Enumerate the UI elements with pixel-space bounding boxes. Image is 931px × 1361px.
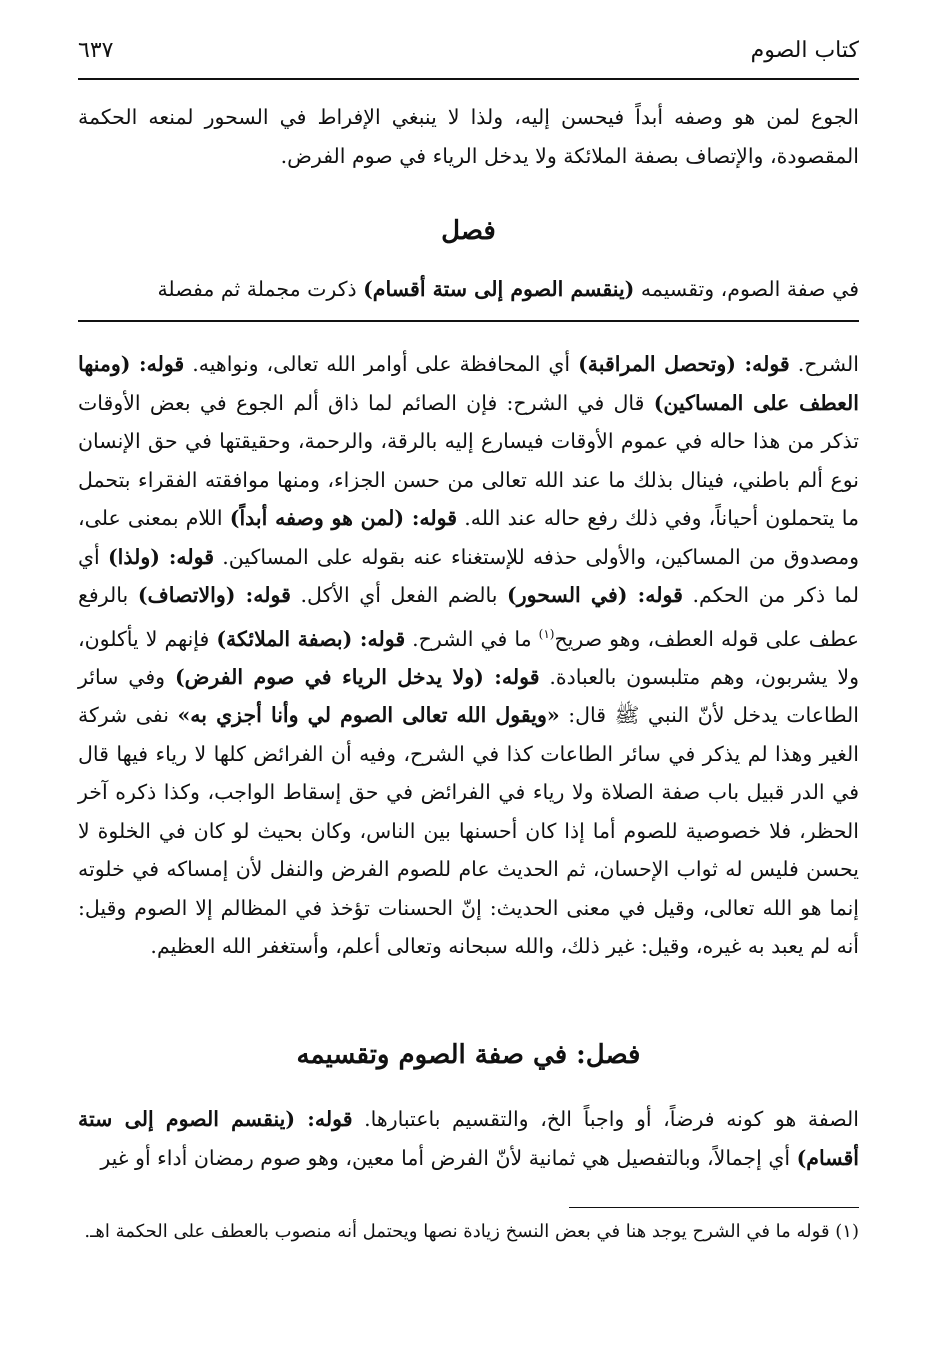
subtitle-text-end: ذكرت مجملة ثم مفصلة <box>157 277 364 301</box>
section-subtitle <box>78 270 859 309</box>
bold-run: قوله: (في السحور) <box>507 583 683 607</box>
text-run: نفى شركة الغير وهذا لم يذكر في سائر الطاعات كذا في الشرح، وفيه أن الفرائض كلها لا رياء فيها قال في الدر قبيل باب صفة الصلاة ولا رياء في الفرائض في حق إسقاط الواجب، وكذا ذكره آخر الحظر، فلا خصوصية للصوم أما إذا كان أحسنها بين الناس، وكان بحيث لو كان في الخلوة لا يحسن فليس له ثواب الإحسان، ثم الحديث عام للصوم الفرض والنفل لأن إمساكه في خلوته إنما هو الله تعالى، وقيل في معنى الحديث: إنّ الحسنات تؤخذ في المظالم إلا الصوم وقيل: أنه لم يعبد به غيره، وقيل: غير ذلك، والله سبحانه وتعالى أعلم، وأستغفر الله العظيم. <box>78 703 859 959</box>
commentary-paragraph <box>78 345 859 966</box>
text-run: أي لما ذكر من الحكم. <box>78 544 859 607</box>
text-run: بالضم الفعل أي الأكل. <box>290 583 508 607</box>
text-run: أي إجمالاً، وبالتفصيل هي ثمانية لأنّ الفرض أما معين، وهو صوم رمضان أداء أو غير <box>100 1145 797 1170</box>
text-run: ما في الشرح. <box>405 626 539 651</box>
subtitle-bold: (ينقسم الصوم إلى ستة أقسام) <box>363 277 635 301</box>
footnote: (١) قوله ما في الشرح يوجد هنا في بعض النسخ زيادة نصها ويحتمل أنه منصوب بالعطف على الحكمة اهـ. <box>84 1221 859 1242</box>
chapter-title: كتاب الصوم <box>750 37 859 63</box>
bold-run: قوله: (ولذا) <box>107 544 215 569</box>
text-run: الصفة هو كونه فرضاً، أو واجباً الخ، والتقسيم باعتبارها. <box>352 1107 859 1131</box>
page-number: ٦٣٧ <box>78 37 114 63</box>
bold-run: قوله: (ينقسم الصوم إلى ستة أقسام) <box>78 1107 859 1170</box>
bold-run: قوله: (بصفة الملائكة) <box>216 626 406 651</box>
intro-paragraph: الجوع لمن هو وصفه أبداً فيحسن إليه، ولذا لا ينبغي الإفراط في السحور لمنعه الحكمة المقصودة، والإتصاف بصفة الملائكة ولا يدخل الرياء في صوم الفرض. <box>78 105 859 168</box>
text-run: بالرفع عطف على قوله العطف، وهو صريح <box>78 583 860 651</box>
text-run: أي المحافظة على أوامر الله تعالى، ونواهيه. <box>184 352 579 376</box>
section-heading: فصل <box>441 216 496 246</box>
header-divider <box>78 78 859 80</box>
text-run: فإنهم لا يأكلون، ولا يشربون، وهم متلبسون بالعبادة. <box>78 626 860 689</box>
bold-run: قوله: (ومنها العطف على المساكين) <box>78 352 859 415</box>
subtitle-text: في صفة الصوم، وتقسيمه <box>634 277 859 301</box>
bold-run: قوله: (ولا يدخل الرياء في صوم الفرض) <box>174 664 540 689</box>
bold-run: قوله: (لمن هو وصفه أبداً) <box>229 506 458 530</box>
section2-paragraph <box>78 1100 859 1177</box>
page-header <box>78 30 859 70</box>
footnote-reference[interactable]: (١) <box>538 626 555 641</box>
text-run: وفي سائر الطاعات يدخل لأنّ النبي ﷺ قال: <box>78 664 859 728</box>
text-run: اللام بمعنى على، ومصدوق من المساكين، والأولى حذفه للإستغناء عنه بقوله على المساكين. <box>78 506 859 569</box>
text-run: الشرح. <box>789 352 859 376</box>
footnote-divider <box>569 1207 859 1208</box>
bold-run: قوله: (والاتصاف) <box>137 583 291 607</box>
section-divider <box>78 320 859 322</box>
text-run: قال في الشرح: فإن الصائم لما ذاق ألم الجوع في بعض الأوقات تذكر من هذا حاله في عموم الأوقات فيسارع إليه بالرقة، والرحمة، وحقيقتها في حق الإنسان نوع ألم باطني، فينال بذلك ما عند الله تعالى من حسن الجزاء، ومنها موافقته الفقراء بتحمل ما يتحملون أحياناً، وفي ذلك رفع حاله عند الله. <box>78 390 859 530</box>
bold-run: قوله: (وتحصل المراقبة) <box>578 352 790 376</box>
bold-run: «ويقول الله تعالى الصوم لي وأنا أجزي به» <box>177 703 560 728</box>
section-heading-2: فصل: في صفة الصوم وتقسيمه <box>296 1040 641 1070</box>
